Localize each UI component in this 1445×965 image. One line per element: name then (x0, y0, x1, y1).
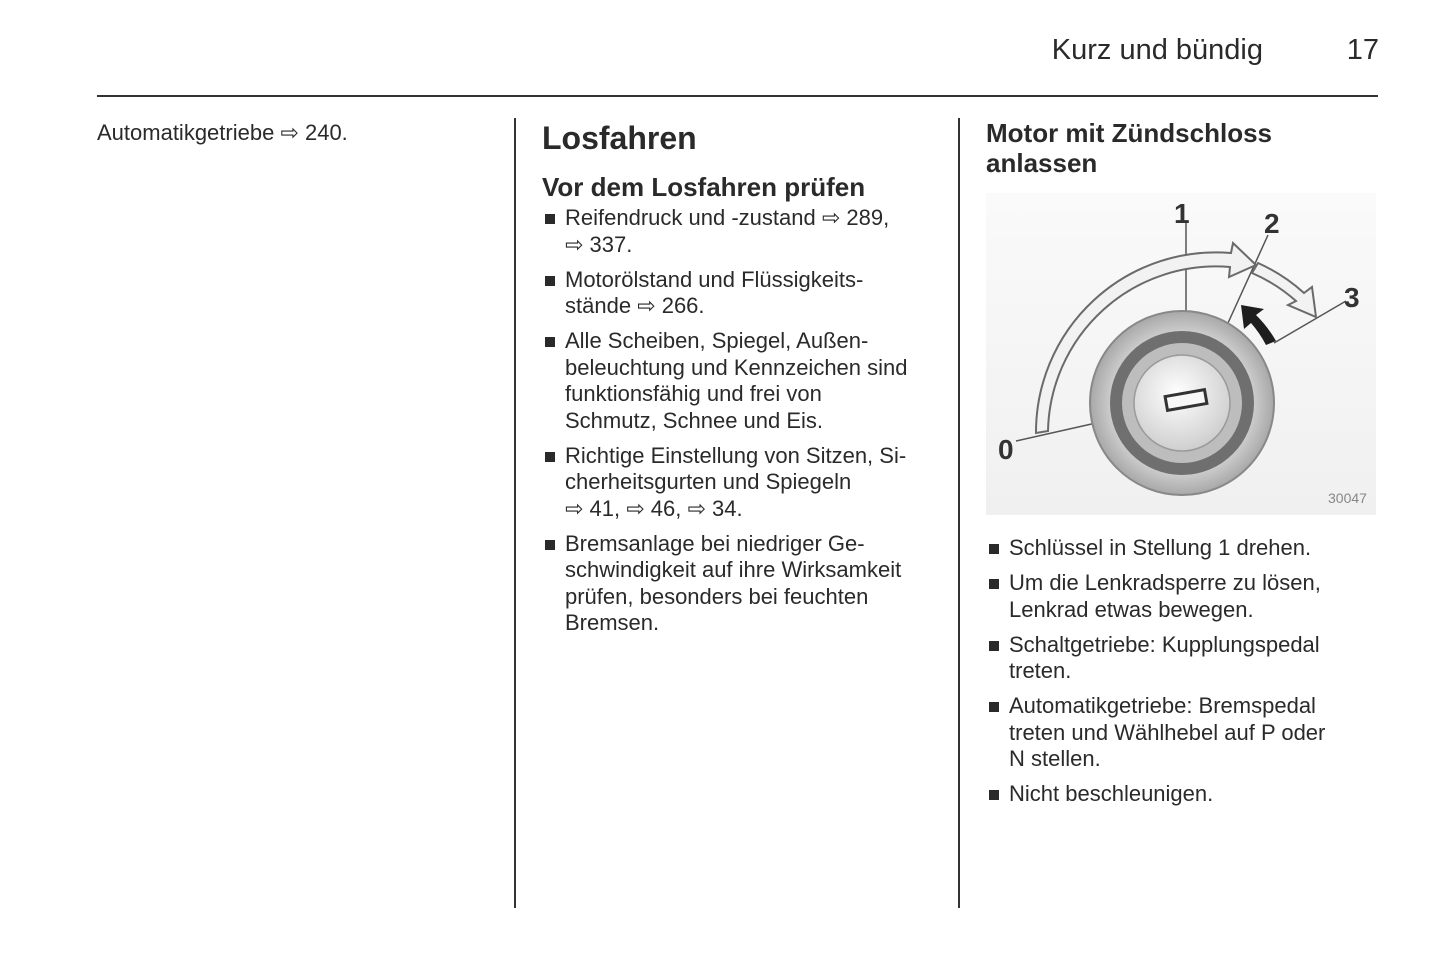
list-item (542, 531, 942, 637)
list-item-line: Richtige Einstellung von Sitzen, Si- (565, 442, 907, 468)
list-item-line: stände ⇨ 266. (565, 293, 705, 318)
header-rule (97, 95, 1378, 97)
column-motor-anlassen (986, 118, 1381, 816)
list-item-line: Bremsanlage bei niedriger Ge- (565, 530, 865, 556)
list-item-line: cherheitsgurten und Spiegeln (565, 469, 852, 494)
list-item (542, 267, 942, 320)
list-item (986, 632, 1381, 685)
column-divider-1 (514, 118, 516, 908)
column-losfahren (542, 118, 942, 645)
list-item (986, 570, 1381, 623)
list-item (986, 535, 1381, 562)
list-item-line: beleuchtung und Kennzeichen sind (565, 354, 908, 380)
list-item (542, 443, 942, 523)
list-item-line: Lenkrad etwas bewegen. (1009, 596, 1254, 622)
header-title: Kurz und bündig (1051, 34, 1263, 66)
list-item (542, 328, 942, 434)
list-item-line: treten und Wählhebel auf P oder (1009, 719, 1326, 745)
ignition-lock-illustration (986, 193, 1376, 515)
list-item-line: Bremsen. (565, 610, 660, 635)
list-item-line: N stellen. (1009, 746, 1101, 771)
list-item-line: Automatikgetriebe: Bremspedal (1009, 693, 1316, 718)
page-number: 17 (1346, 34, 1379, 66)
list-item (986, 781, 1381, 808)
leader-line-0 (1016, 423, 1096, 441)
list-item-line: schwindigkeit auf ihre Wirksamkeit (565, 557, 902, 582)
list-item-line: Reifendruck und -zustand ⇨ 289, (565, 205, 890, 230)
position-label-3: 3 (1344, 282, 1360, 313)
list-item-line: Alle Scheiben, Spiegel, Außen- (565, 328, 869, 353)
list-item (986, 693, 1381, 773)
heading-line: anlassen (986, 148, 1098, 178)
ignition-lock-figure (986, 193, 1376, 515)
image-code: 30047 (1328, 490, 1367, 506)
list-item-line: ⇨ 41, ⇨ 46, ⇨ 34. (565, 495, 743, 521)
column-divider-2 (958, 118, 960, 908)
list-item-line: Schlüssel in Stellung 1 drehen. (1009, 535, 1312, 560)
position-label-2: 2 (1264, 208, 1280, 239)
list-item-line: ⇨ 337. (565, 231, 633, 257)
list-item (542, 205, 942, 258)
start-steps (986, 535, 1381, 808)
list-item-line: treten. (1009, 658, 1072, 683)
list-item-line: funktionsfähig und frei von (565, 381, 822, 406)
position-label-0: 0 (998, 434, 1014, 465)
section-heading-motor (986, 118, 1381, 178)
list-item-line: Motorölstand und Flüssigkeits- (565, 266, 864, 292)
cross-reference-automatic: Automatikgetriebe ⇨ 240. (97, 120, 348, 145)
section-heading: Losfahren (542, 120, 697, 156)
list-item-line: Um die Lenkradsperre zu lösen, (1009, 570, 1321, 595)
position-label-1: 1 (1174, 198, 1190, 229)
checklist (542, 205, 942, 637)
list-item-line: prüfen, besonders bei feuchten (565, 583, 869, 609)
sub-heading: Vor dem Losfahren prüfen (542, 172, 866, 202)
list-item-line: Schmutz, Schnee und Eis. (565, 407, 824, 433)
list-item-line: Schaltgetriebe: Kupplungspedal (1009, 631, 1320, 657)
heading-line: Motor mit Zündschloss (986, 118, 1272, 148)
list-item-line: Nicht beschleunigen. (1009, 781, 1214, 806)
